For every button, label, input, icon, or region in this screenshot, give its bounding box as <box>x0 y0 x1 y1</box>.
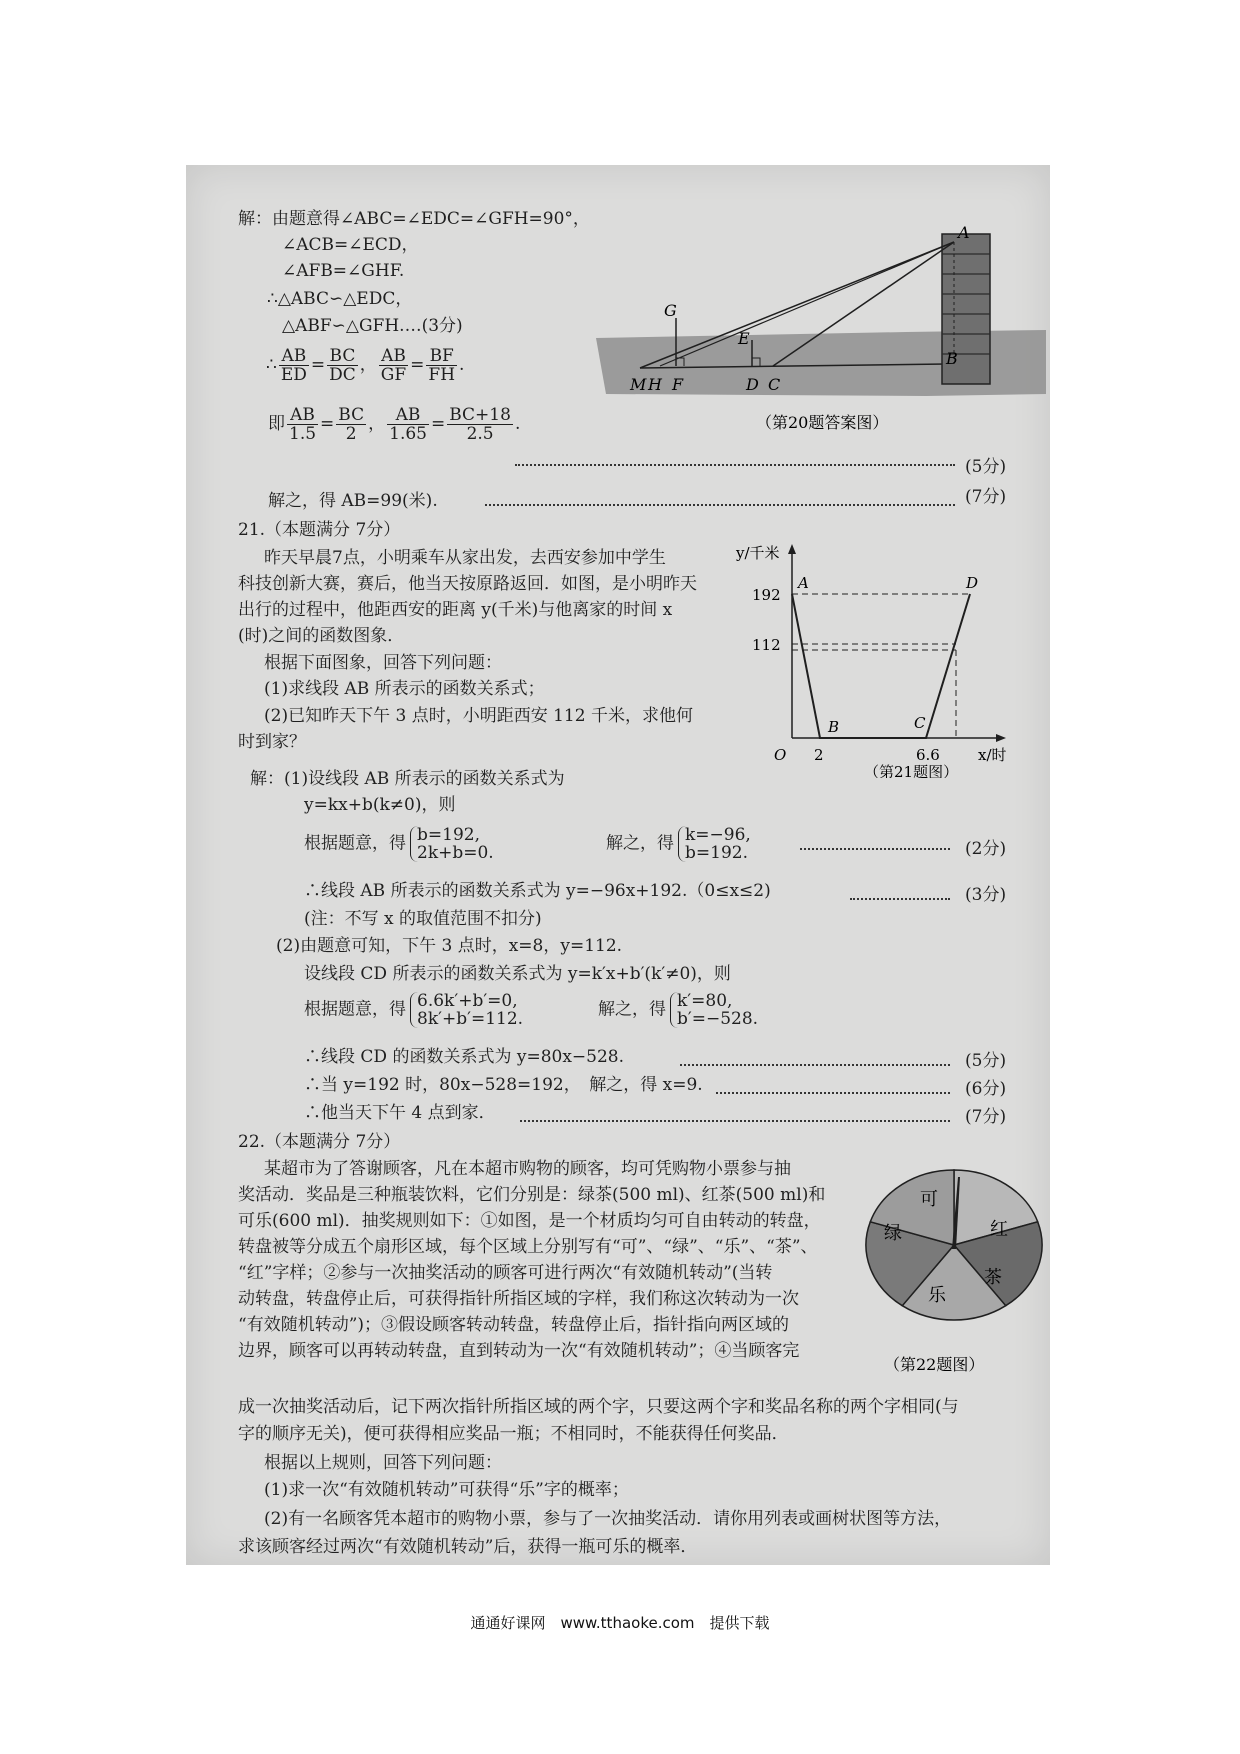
score-5: (5分) <box>965 457 1007 477</box>
x-axis-label: x/时 <box>978 746 1007 764</box>
q20-solve: 解之，得 AB=99(米). <box>268 491 438 511</box>
equation-system <box>410 992 523 1028</box>
q22-text: 根据以上规则，回答下列问题： <box>264 1453 502 1473</box>
equation-system <box>670 992 758 1028</box>
q21-solution: 根据题意，得 <box>304 833 406 854</box>
q20-line-2: ∠ACB=∠ECD， <box>282 235 419 255</box>
fraction <box>287 406 318 443</box>
y-axis-arrow <box>788 544 796 554</box>
label-e: E <box>738 329 750 348</box>
denominator: 2 <box>345 424 357 444</box>
q20-line-5-score: …(3分) <box>404 316 463 336</box>
page-footer: 通通好课网 www.tthaoke.com 提供下载 <box>470 1614 770 1632</box>
therefore-symbol: ∴ <box>266 355 277 375</box>
equation: 8k′+b′=112. <box>417 1009 524 1029</box>
q21-text: (时)之间的函数图象． <box>238 626 405 646</box>
x-tick-2: 2 <box>814 746 824 764</box>
q21-title: 21.（本题满分 7分） <box>238 520 401 540</box>
equation-system <box>410 826 494 862</box>
q21-system-line-4 <box>598 992 758 1028</box>
q21-solution: y=kx+b(k≠0)，则 <box>304 795 456 815</box>
equation: k=−96, <box>685 825 751 845</box>
score-2: (2分) <box>965 839 1007 859</box>
fraction <box>279 347 309 384</box>
q21-text: 科技创新大赛，赛后，他当天按原路返回．如图，是小明昨天 <box>238 574 697 594</box>
fraction <box>387 406 429 443</box>
sector-label-lv: 绿 <box>884 1223 902 1244</box>
label-g: G <box>664 301 677 320</box>
q20-line-1: 解：由题意得∠ABC=∠EDC=∠GFH=90°， <box>238 209 590 229</box>
label-a: A <box>958 223 970 242</box>
q21-solution: 解之，得 <box>598 999 666 1020</box>
q22-text: “红”字样；②参与一次抽奖活动的顾客可进行两次“有效随机转动”(当转 <box>238 1263 773 1283</box>
score-7: (7分) <box>965 487 1007 507</box>
fraction <box>327 347 358 384</box>
label-m: M <box>630 375 647 394</box>
equation-system <box>678 826 751 862</box>
sector-label-cha: 茶 <box>984 1267 1002 1288</box>
q21-solution: ∴线段 AB 所表示的函数关系式为 y=−96x+192.（0≤x≤2) <box>304 881 771 901</box>
q21-text: 昨天早晨7点，小明乘车从家出发，去西安参加中学生 <box>264 548 666 568</box>
numerator: BC+18 <box>449 405 511 425</box>
q22-text: 字的顺序无关)，便可获得相应奖品一瓶；不相同时，不能获得任何奖品． <box>238 1424 789 1444</box>
equation: b=192. <box>685 843 748 863</box>
q20-line-4: ∴△ABC∽△EDC， <box>267 289 413 309</box>
numerator: BF <box>426 347 457 366</box>
y-tick-112: 112 <box>752 636 781 654</box>
fraction <box>426 347 457 384</box>
figure-20-caption: （第20题答案图） <box>756 413 889 432</box>
fraction <box>336 406 366 443</box>
numerator: AB <box>379 347 408 366</box>
q21-system-line-1 <box>304 826 494 862</box>
label-f: F <box>672 375 684 394</box>
q22-title: 22.（本题满分 7分） <box>238 1132 401 1152</box>
numerator: BC <box>338 405 365 425</box>
score-5: (5分) <box>965 1051 1007 1071</box>
sector-label-hong: 红 <box>990 1219 1008 1240</box>
q22-text: 转盘被等分成五个扇形区域，每个区域上分别写有“可”、“绿”、“乐”、“茶”、 <box>238 1237 818 1257</box>
q21-system-line-2 <box>606 826 751 862</box>
equation: b=192, <box>417 825 480 845</box>
score-6: (6分) <box>965 1079 1007 1099</box>
q21-note: (注：不写 x 的取值范围不扣分) <box>304 909 542 929</box>
q20-value-line: 即 $\frac{AB}{1.5}$ = $\frac{BC}{2}$ ， $\frac{AB}{1.65}$ = $\frac{BC+18}{2.5}$ . <box>268 405 521 444</box>
dot-leader <box>716 1092 950 1094</box>
q21-text: 根据下面图象，回答下列问题： <box>264 653 502 673</box>
q22-text: 动转盘，转盘停止后，可获得指针所指区域的字样，我们称这次转动为一次 <box>238 1289 799 1309</box>
equation: b′=−528. <box>677 1009 759 1029</box>
equation: k′=80, <box>677 991 733 1011</box>
fraction <box>447 406 513 443</box>
denominator: ED <box>280 365 307 385</box>
origin-label: O <box>774 746 787 764</box>
label-h: H <box>648 375 662 394</box>
figure-22-caption: （第22题图） <box>884 1355 985 1374</box>
q21-text: 出行的过程中，他距西安的距离 y(千米)与他离家的时间 x <box>238 600 673 620</box>
sector-label-ke: 可 <box>920 1189 938 1210</box>
q21-solution: 解：(1)设线段 AB 所表示的函数关系式为 <box>250 769 565 789</box>
q21-solution: 解之，得 <box>606 833 674 854</box>
q20-figure <box>596 218 1046 452</box>
q20-line-5-text: △ABF∽△GFH. <box>282 316 405 336</box>
q22-text: 奖活动．奖品是三种瓶装饮料，它们分别是：绿茶(500 ml)、红茶(500 ml)和 <box>238 1185 826 1205</box>
label-c: C <box>768 375 781 394</box>
separator: ， <box>368 414 386 434</box>
q22-spinner-figure <box>860 1155 1050 1380</box>
spinner-wheel <box>866 1170 1042 1320</box>
denominator: DC <box>329 365 356 385</box>
equation: 2k+b=0. <box>417 843 494 863</box>
dot-leader <box>485 504 955 506</box>
q21-system-line-3 <box>304 992 523 1028</box>
label-b: B <box>946 349 958 368</box>
q22-text: 边界，顾客可以再转动转盘，直到转动为一次“有效随机转动”；④当顾客完 <box>238 1341 800 1361</box>
numerator: AB <box>279 347 309 366</box>
numerator: AB <box>387 406 429 425</box>
numerator: BC <box>327 347 358 366</box>
q22-question-2-cont: 求该顾客经过两次“有效随机转动”后，获得一瓶可乐的概率． <box>238 1537 698 1557</box>
dot-leader <box>850 898 950 900</box>
q21-solution: 根据题意，得 <box>304 999 406 1020</box>
x-axis-arrow <box>996 734 1006 742</box>
y-tick-192: 192 <box>752 586 781 604</box>
q20-line-3: ∠AFB=∠GHF. <box>282 261 405 281</box>
score-3: (3分) <box>965 885 1007 905</box>
equation: 6.6k′+b′=0, <box>417 991 518 1011</box>
q21-graph <box>730 532 1030 778</box>
q22-text: 某超市为了答谢顾客，凡在本超市购物的顾客，均可凭购物小票参与抽 <box>264 1159 791 1179</box>
numerator: AB <box>287 406 318 425</box>
ji-word: 即 <box>268 414 285 434</box>
q22-question-2: (2)有一名顾客凭本超市的购物小票，参与了一次抽奖活动．请你用列表或画树状图等方法， <box>264 1509 952 1529</box>
x-tick-6-6: 6.6 <box>916 746 940 764</box>
period: . <box>459 355 465 375</box>
function-graph <box>792 594 970 738</box>
denominator: FH <box>428 365 456 385</box>
denominator: 2.5 <box>466 424 494 444</box>
score-7: (7分) <box>965 1107 1007 1127</box>
q21-question-2: (2)已知昨天下午 3 点时，小明距西安 112 千米，求他何 <box>264 706 693 726</box>
q22-question-1: (1)求一次“有效随机转动”可获得“乐”字的概率； <box>264 1480 629 1500</box>
separator: ， <box>359 355 377 375</box>
q21-solution: ∴当 y=192 时，80x−528=192， 解之，得 x=9. <box>304 1075 703 1095</box>
dot-leader <box>680 1064 950 1066</box>
q21-solution: ∴他当天下午 4 点到家． <box>304 1103 496 1123</box>
q20-line-5 <box>282 315 463 337</box>
point-b: B <box>828 718 840 736</box>
denominator: GF <box>380 365 407 385</box>
period: . <box>514 414 521 434</box>
q20-ratio-line: ∴ $\frac{AB}{ED}$ = $\frac{BC}{DC}$ ， $\frac{AB}{GF}$ = $\frac{BF}{FH}$ . <box>266 346 465 385</box>
q22-text: 成一次抽奖活动后，记下两次指针所指区域的两个字，只要这两个字和奖品名称的两个字相同(与 <box>238 1397 959 1417</box>
q21-solution: ∴线段 CD 的函数关系式为 y=80x−528. <box>304 1047 625 1067</box>
q21-question-2-cont: 时到家？ <box>238 732 306 752</box>
q22-text: “有效随机转动”)；③假设顾客转动转盘，转盘停止后，指针指向两区域的 <box>238 1315 790 1335</box>
q22-text: 可乐(600 ml)．抽奖规则如下：①如图，是一个材质均匀可自由转动的转盘， <box>238 1211 821 1231</box>
sector-label-le: 乐 <box>928 1285 946 1306</box>
figure-21-caption: （第21题图） <box>864 763 959 778</box>
dot-leader <box>800 848 950 850</box>
point-a: A <box>798 574 809 592</box>
fraction <box>379 347 408 384</box>
q21-solution: (2)由题意可知，下午 3 点时，x=8，y=112. <box>276 936 623 956</box>
label-d: D <box>746 375 759 394</box>
denominator: 1.5 <box>289 424 317 444</box>
dot-leader <box>515 464 955 466</box>
q21-solution: 设线段 CD 所表示的函数关系式为 y=k′x+b′(k′≠0)，则 <box>304 964 731 984</box>
point-d: D <box>966 574 979 592</box>
dot-leader <box>520 1120 950 1122</box>
point-c: C <box>914 714 926 732</box>
y-axis-label: y/千米 <box>736 544 780 562</box>
q21-question-1: (1)求线段 AB 所表示的函数关系式； <box>264 679 545 699</box>
denominator: 1.65 <box>389 424 427 444</box>
